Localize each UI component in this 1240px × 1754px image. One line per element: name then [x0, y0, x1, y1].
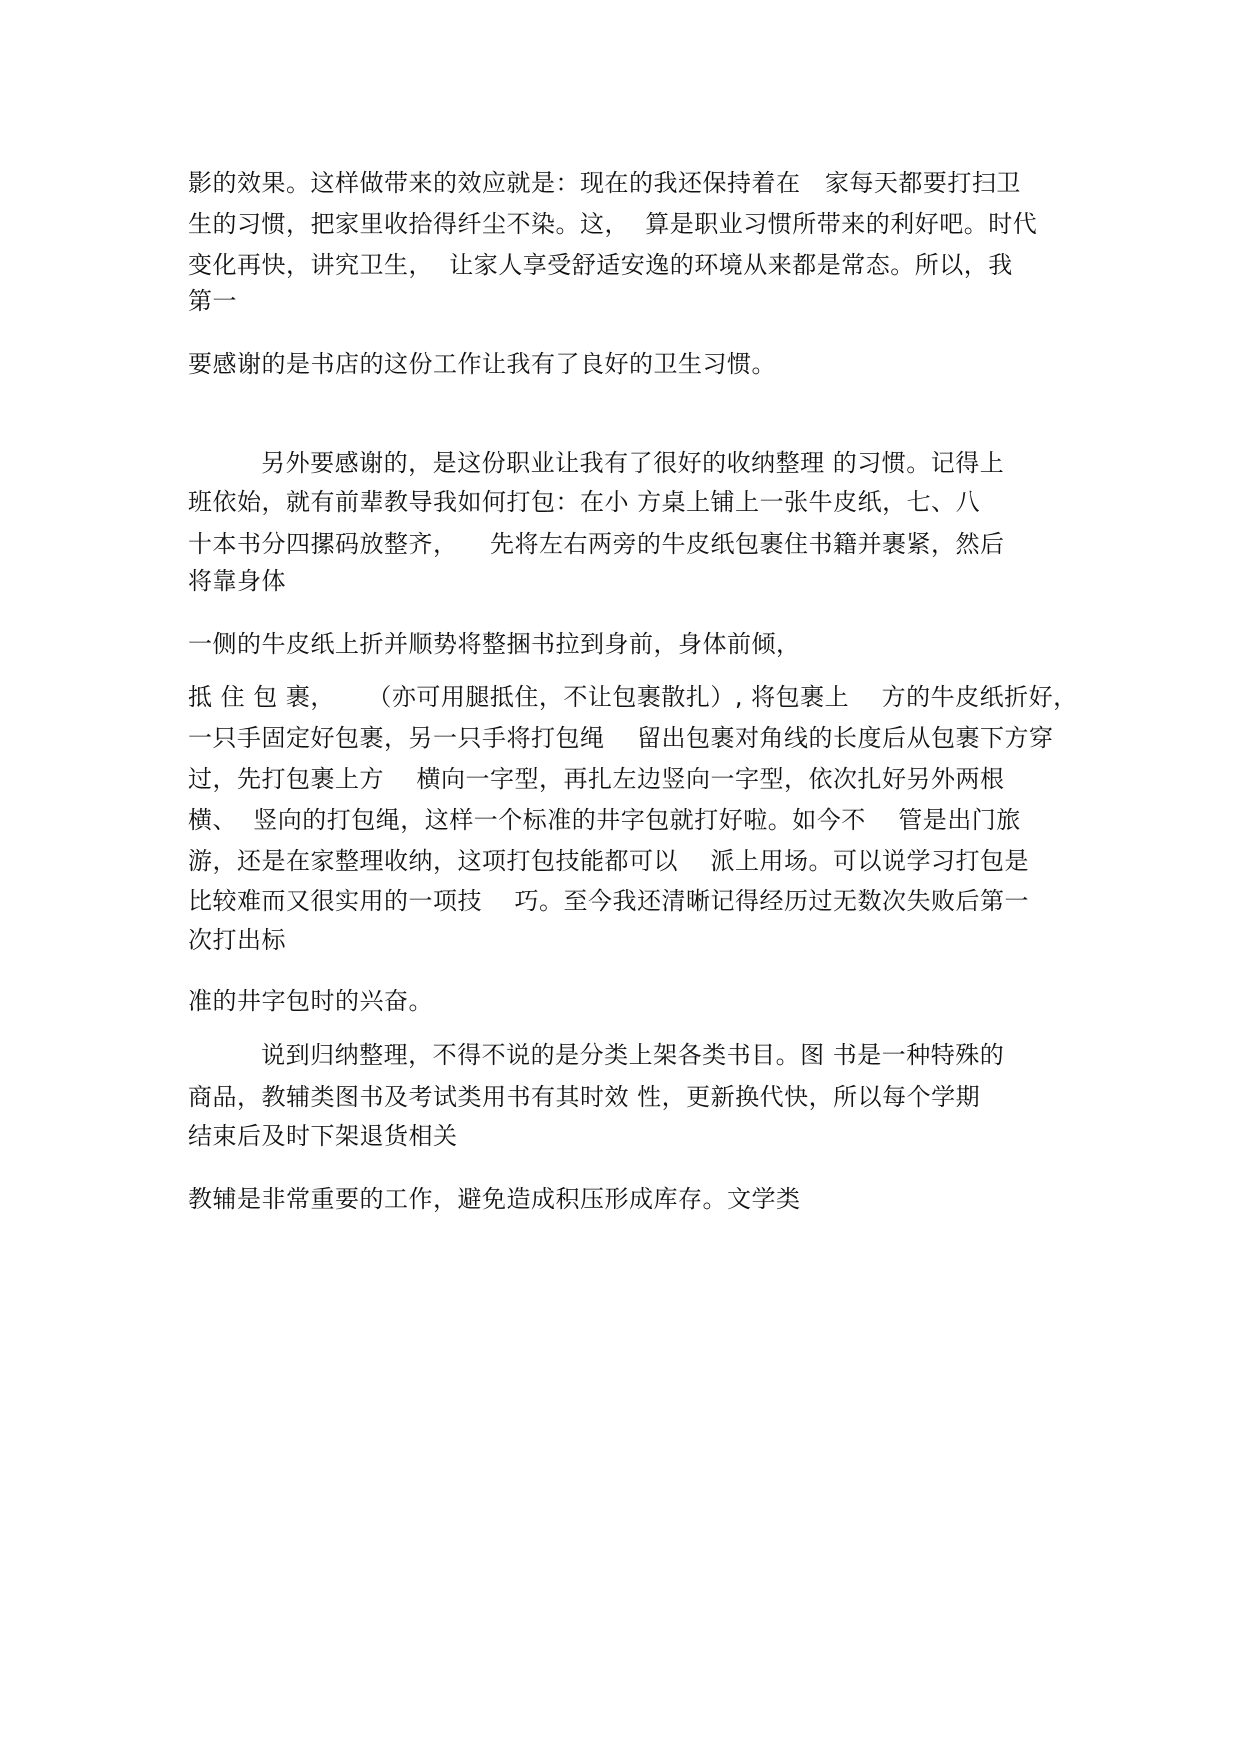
text-line: 横、 竖向的打包绳，这样一个标准的井字包就打好啦。如今不 管是出门旅 [188, 806, 1021, 834]
text-line: 变化再快，讲究卫生， 让家人享受舒适安逸的环境从来都是常态。所以，我 [188, 251, 1013, 279]
text-line: 生的习惯，把家里收拾得纤尘不染。这， 算是职业习惯所带来的利好吧。时代 [188, 210, 1038, 238]
text-line: 准的井字包时的兴奋。 [188, 987, 433, 1015]
text-line: 一侧的牛皮纸上折并顺势将整捆书拉到身前，身体前倾， [188, 630, 801, 658]
text-line: 抵 住 包 裹， （亦可用腿抵住，不让包裹散扎）, 将包裹上 方的牛皮纸折好， [188, 683, 1078, 711]
text-line: 次打出标 [188, 926, 286, 954]
text-line: 教辅是非常重要的工作，避免造成积压形成库存。文学类 [188, 1185, 801, 1213]
text-line: 一只手固定好包裹，另一只手将打包绳 留出包裹对角线的长度后从包裹下方穿 [188, 724, 1054, 752]
text-line: 十本书分四摞码放整齐， 先将左右两旁的牛皮纸包裹住书籍并裹紧，然后 [188, 530, 1005, 558]
text-line: 游，还是在家整理收纳，这项打包技能都可以 派上用场。可以说学习打包是 [188, 847, 1030, 875]
text-line: 结束后及时下架退货相关 [188, 1122, 458, 1150]
text-line: 另外要感谢的，是这份职业让我有了很好的收纳整理 的习惯。记得上 [188, 449, 1005, 477]
text-line: 要感谢的是书店的这份工作让我有了良好的卫生习惯。 [188, 350, 776, 378]
text-line: 说到归纳整理，不得不说的是分类上架各类书目。图 书是一种特殊的 [188, 1041, 1005, 1069]
text-line: 影的效果。这样做带来的效应就是：现在的我还保持着在 家每天都要打扫卫 [188, 169, 1021, 197]
text-line: 过，先打包裹上方 横向一字型，再扎左边竖向一字型，依次扎好另外两根 [188, 765, 1005, 793]
text-line: 商品，教辅类图书及考试类用书有其时效 性，更新换代快，所以每个学期 [188, 1083, 981, 1111]
text-line: 班依始，就有前辈教导我如何打包：在小 方桌上铺上一张牛皮纸，七、八 [188, 488, 981, 516]
text-line: 比较难而又很实用的一项技 巧。至今我还清晰记得经历过无数次失败后第一 [188, 887, 1030, 915]
text-line: 将靠身体 [188, 567, 286, 595]
text-line: 第一 [188, 287, 237, 315]
